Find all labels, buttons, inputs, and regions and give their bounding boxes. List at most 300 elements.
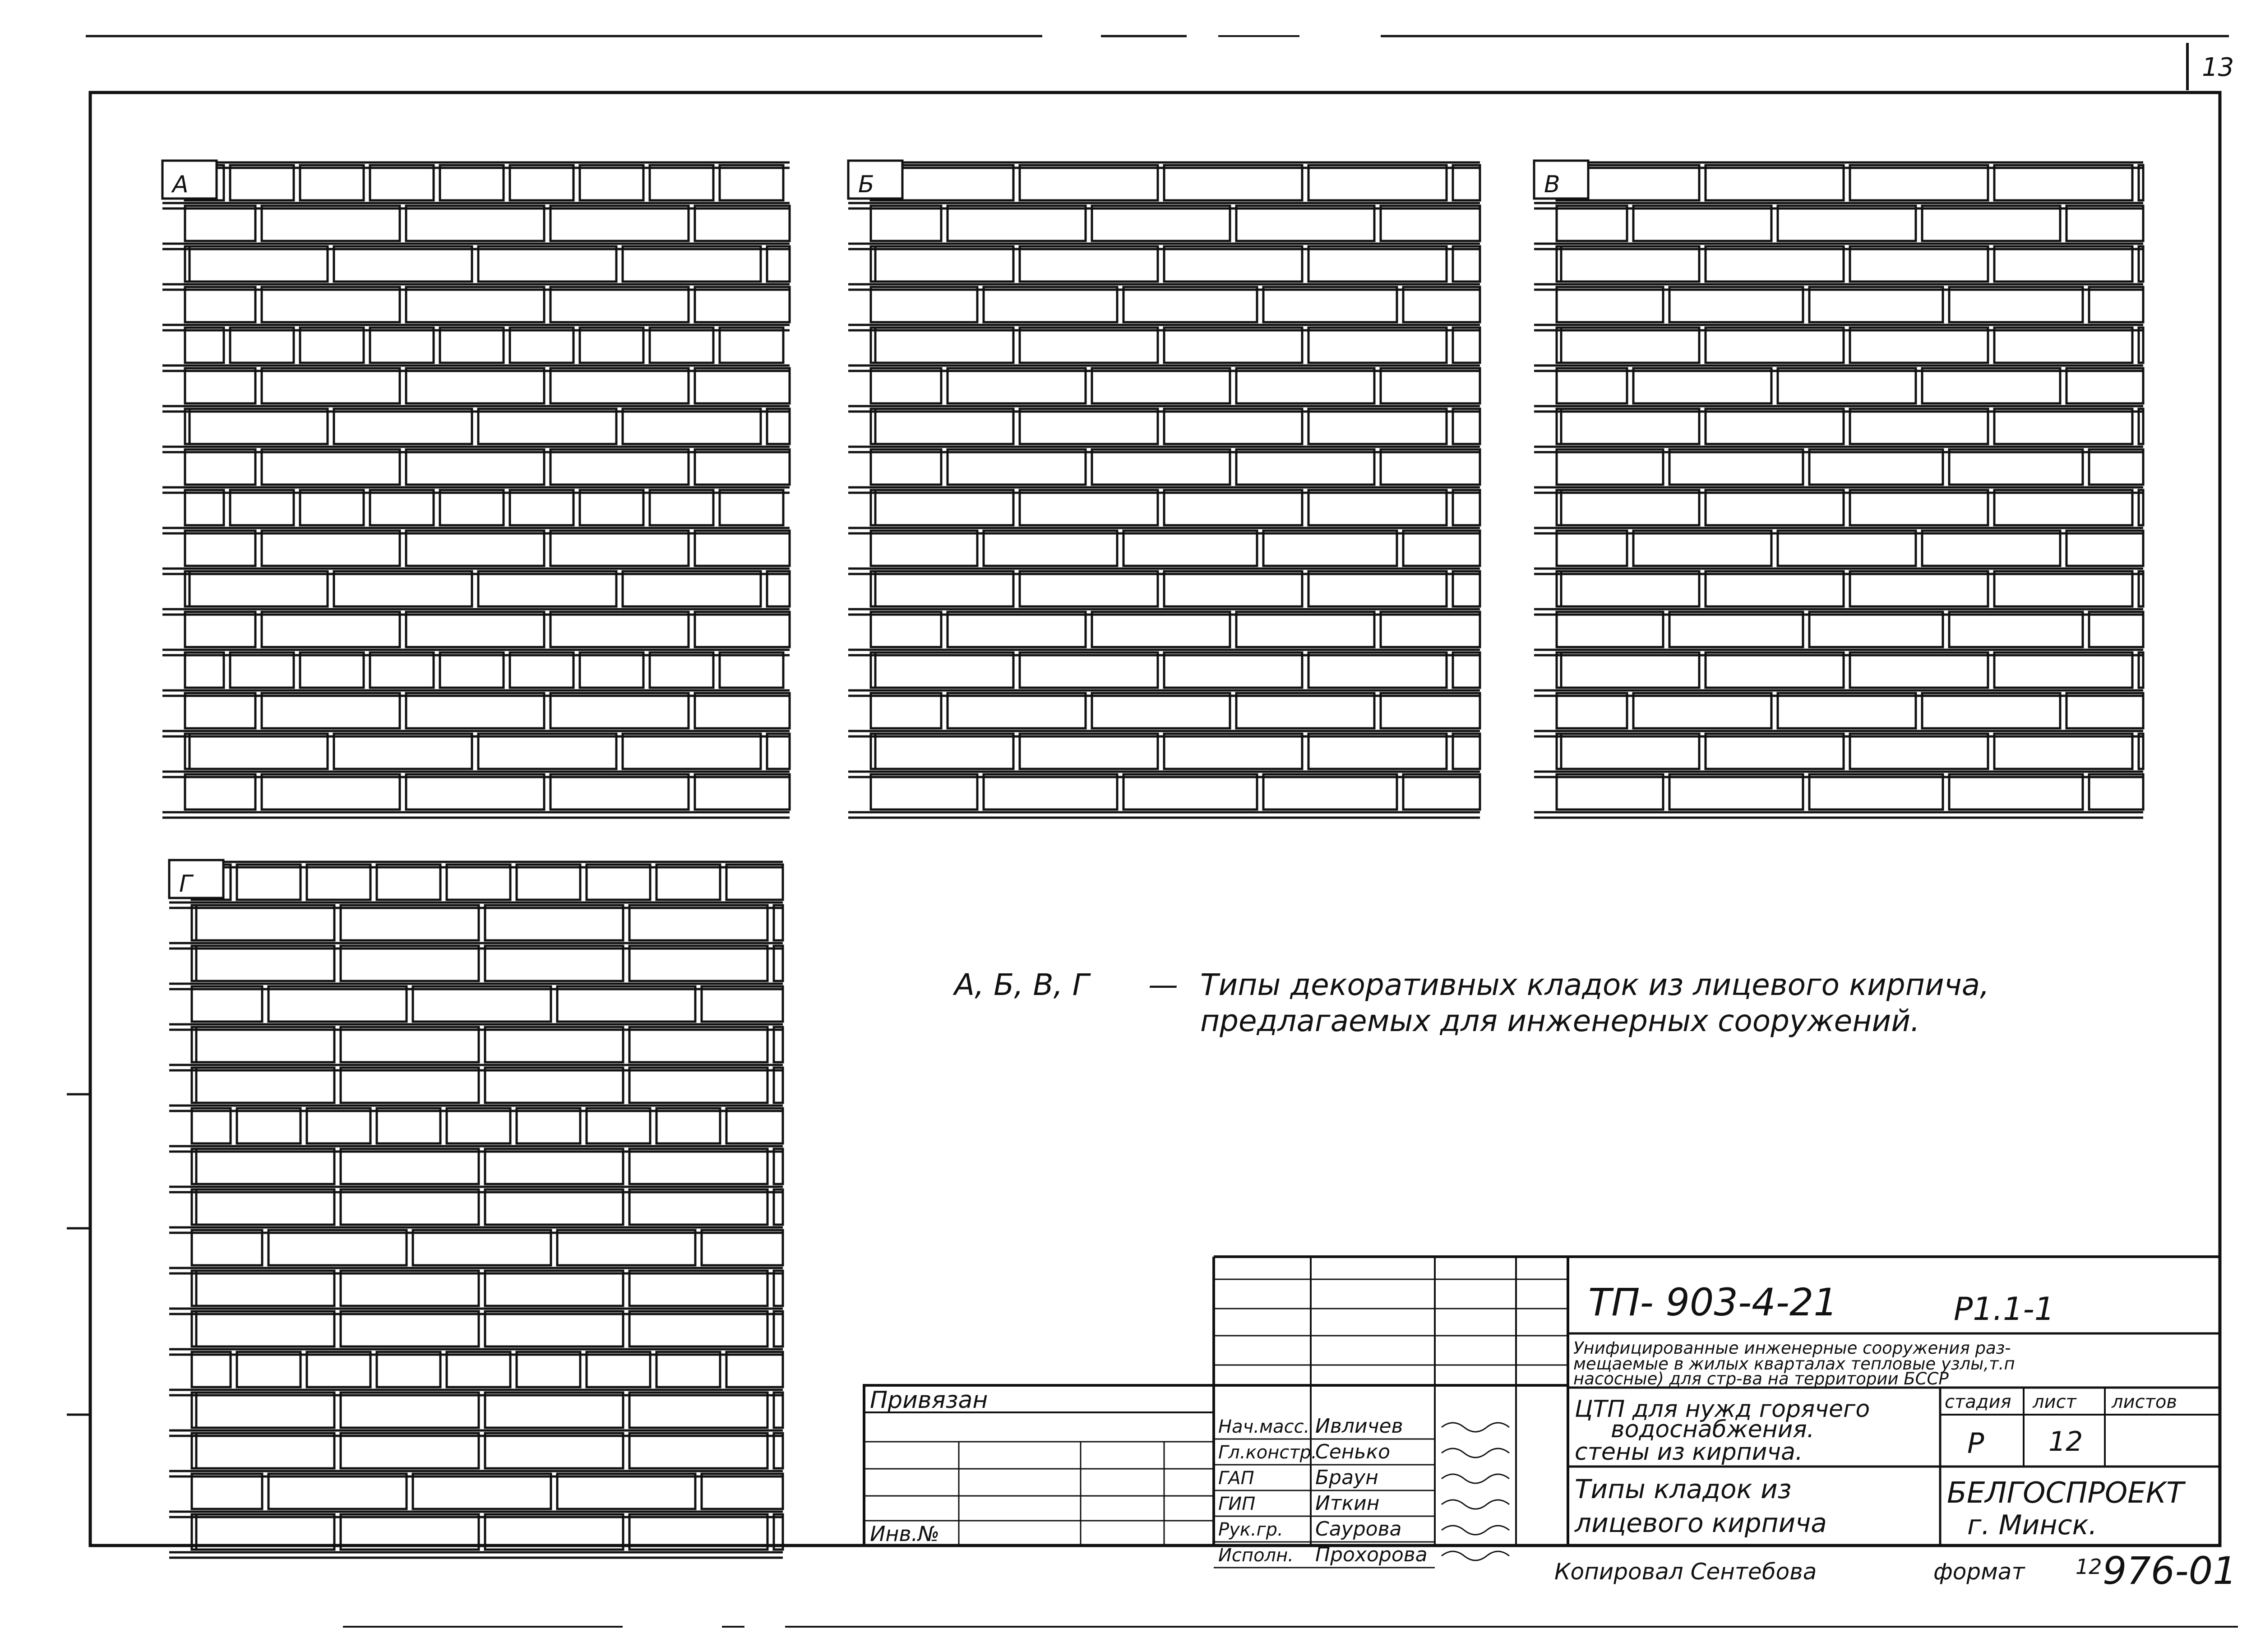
stretcher-brick (695, 693, 790, 728)
stretcher-brick (1669, 287, 1803, 322)
stretcher-brick (485, 1433, 623, 1468)
header-brick (510, 328, 573, 363)
stretcher-brick (767, 246, 790, 282)
signature-mark (1442, 1551, 1509, 1560)
stretcher-brick (1557, 206, 1627, 241)
stretcher-brick (341, 1068, 479, 1103)
stretcher-brick (485, 1271, 623, 1306)
stretcher-brick (1453, 652, 1480, 688)
stretcher-brick (1850, 328, 1988, 363)
role-label: Исполн. (1218, 1545, 1294, 1566)
stretcher-brick (185, 612, 255, 647)
stretcher-brick (1236, 449, 1374, 485)
stretcher-brick (1561, 246, 1699, 282)
stretcher-brick (948, 693, 1086, 728)
header-brick (580, 165, 643, 200)
stretcher-brick (1123, 531, 1257, 566)
stretcher-brick (1994, 165, 2132, 200)
object-line-2: водоснабжения. (1611, 1416, 1815, 1443)
stretcher-brick (196, 1189, 334, 1225)
stretcher-brick (550, 612, 689, 647)
role-label: ГИП (1218, 1494, 1256, 1514)
header-brick (580, 490, 643, 525)
stretcher-brick (1381, 612, 1480, 647)
stretcher-brick (196, 1271, 334, 1306)
stretcher-brick (774, 1149, 783, 1184)
stretcher-brick (1381, 206, 1480, 241)
stretcher-brick (550, 287, 689, 322)
header-brick (377, 865, 440, 900)
stretcher-brick (1922, 368, 2060, 403)
stretcher-brick (1922, 531, 2060, 566)
stretcher-brick (190, 246, 328, 282)
stretcher-brick (341, 1149, 479, 1184)
stretcher-brick (190, 409, 328, 444)
stretcher-brick (629, 1393, 767, 1428)
stretcher-brick (185, 449, 255, 485)
stretcher-brick (774, 1433, 783, 1468)
project-code: ТП- 903-4-21 (1588, 1280, 1838, 1324)
stretcher-brick (1850, 165, 1988, 200)
stretcher-brick (1994, 490, 2132, 525)
panel-letter: А (172, 171, 189, 198)
stretcher-brick (478, 409, 616, 444)
stretcher-brick (2066, 531, 2143, 566)
stretcher-brick (2089, 287, 2143, 322)
stretcher-brick (341, 1271, 479, 1306)
description-line-3: насосные) для стр-ва на территории БССР (1573, 1369, 1949, 1388)
stretcher-brick (948, 206, 1086, 241)
stretcher-brick (1949, 774, 2083, 810)
stretcher-brick (1123, 287, 1257, 322)
header-brick (720, 165, 783, 200)
header-brick (300, 490, 364, 525)
header-brick (237, 1108, 300, 1143)
header-brick (185, 652, 224, 688)
stretcher-brick (702, 986, 783, 1022)
stretcher-brick (185, 774, 255, 810)
stretcher-brick (1778, 531, 1916, 566)
stretcher-brick (1778, 206, 1916, 241)
drawing-code: 976-01 (2103, 1549, 2237, 1593)
stretcher-brick (871, 287, 977, 322)
stretcher-brick (196, 905, 334, 940)
stretcher-brick (485, 946, 623, 981)
stretcher-brick (984, 531, 1117, 566)
stretcher-brick (774, 1311, 783, 1347)
stretcher-brick (341, 1433, 479, 1468)
stretcher-brick (1020, 652, 1158, 688)
stretcher-brick (1994, 409, 2132, 444)
stretcher-brick (1403, 531, 1480, 566)
stretcher-brick (871, 531, 977, 566)
caption-line-2: предлагаемых для инженерных сооружений. (1200, 1004, 1920, 1038)
stretcher-brick (1922, 206, 2060, 241)
stretcher-brick (1557, 612, 1663, 647)
header-brick (517, 865, 580, 900)
stretcher-brick (1263, 531, 1397, 566)
stretcher-brick (196, 1311, 334, 1347)
header-brick (307, 865, 370, 900)
stretcher-brick (2066, 368, 2143, 403)
stretcher-brick (629, 1433, 767, 1468)
stretcher-brick (1020, 409, 1158, 444)
stretcher-brick (268, 1230, 407, 1265)
header-brick (370, 490, 434, 525)
role-label: Гл.констр. (1218, 1442, 1317, 1463)
stretcher-brick (192, 1474, 262, 1509)
stretcher-brick (341, 1027, 479, 1062)
stretcher-brick (1020, 734, 1158, 769)
stretcher-brick (1308, 328, 1447, 363)
stretcher-brick (2089, 449, 2143, 485)
stretcher-brick (1706, 409, 1844, 444)
header-brick (192, 1108, 231, 1143)
stretcher-brick (196, 946, 334, 981)
stretcher-brick (695, 368, 790, 403)
stretcher-brick (192, 1230, 262, 1265)
stretcher-brick (1949, 449, 2083, 485)
stretcher-brick (1164, 734, 1302, 769)
stretcher-brick (1020, 165, 1158, 200)
title-block-text (870, 1280, 2186, 1568)
stretcher-brick (1236, 368, 1374, 403)
stretcher-brick (1561, 652, 1699, 688)
stretcher-brick (629, 905, 767, 940)
role-name: Сенько (1315, 1440, 1390, 1463)
signature-mark (1442, 1423, 1509, 1432)
stretcher-brick (2139, 571, 2143, 606)
caption-letters: А, Б, В, Г (954, 967, 1089, 1002)
header-brick (370, 328, 434, 363)
signature-mark (1442, 1474, 1509, 1483)
header-brick (377, 1352, 440, 1387)
stretcher-brick (1949, 612, 2083, 647)
header-brick (440, 490, 504, 525)
stretcher-brick (550, 206, 689, 241)
stage-value: Р (1967, 1427, 1984, 1460)
stretcher-brick (623, 409, 761, 444)
header-brick (726, 1108, 783, 1143)
stretcher-brick (478, 571, 616, 606)
stretcher-brick (1453, 734, 1480, 769)
stretcher-brick (485, 1149, 623, 1184)
stretcher-brick (629, 1311, 767, 1347)
stretcher-brick (623, 734, 761, 769)
stretcher-brick (1994, 652, 2132, 688)
header-brick (447, 865, 510, 900)
header-brick (517, 1108, 580, 1143)
format-label: формат (1933, 1559, 2025, 1585)
stretcher-brick (341, 1311, 479, 1347)
stretcher-brick (629, 1149, 767, 1184)
stretcher-brick (1557, 449, 1663, 485)
stretcher-brick (1453, 165, 1480, 200)
drawing-frame (90, 93, 2220, 1546)
stretcher-brick (1706, 165, 1844, 200)
stretcher-brick (774, 1393, 783, 1428)
stretcher-brick (1809, 287, 1943, 322)
role-name: Саурова (1315, 1518, 1402, 1541)
stretcher-brick (1092, 449, 1230, 485)
stretcher-brick (1164, 246, 1302, 282)
stretcher-brick (1092, 612, 1230, 647)
header-brick (440, 165, 504, 200)
stretcher-brick (550, 693, 689, 728)
header-brick (300, 165, 364, 200)
stretcher-brick (1850, 490, 1988, 525)
stretcher-brick (2139, 165, 2143, 200)
drawing-line-1: Типы кладок из (1575, 1474, 1792, 1504)
stretcher-brick (196, 1027, 334, 1062)
stretcher-brick (629, 1271, 767, 1306)
stretcher-brick (262, 531, 400, 566)
stretcher-brick (875, 328, 1013, 363)
caption-line-1: Типы декоративных кладок из лицевого кирпича, (1200, 967, 1990, 1002)
header-brick (230, 165, 294, 200)
stretcher-brick (1164, 652, 1302, 688)
header-brick (650, 328, 713, 363)
stretcher-brick (1557, 287, 1663, 322)
stage-header: стадия (1945, 1392, 2011, 1412)
role-name: Прохорова (1315, 1543, 1428, 1566)
stretcher-brick (1453, 490, 1480, 525)
stretcher-brick (1994, 246, 2132, 282)
stretcher-brick (767, 571, 790, 606)
stretcher-brick (413, 986, 551, 1022)
stretcher-brick (875, 734, 1013, 769)
stretcher-brick (1633, 531, 1771, 566)
stretcher-brick (1236, 206, 1374, 241)
stretcher-brick (262, 693, 400, 728)
panel-letter-frame (169, 860, 223, 898)
header-brick (720, 490, 783, 525)
stretcher-brick (1308, 409, 1447, 444)
stretcher-brick (485, 905, 623, 940)
header-brick (307, 1108, 370, 1143)
stretcher-brick (774, 1189, 783, 1225)
role-label: Нач.масс. (1218, 1416, 1310, 1437)
sheet-code: Р1.1-1 (1954, 1291, 2055, 1328)
stretcher-brick (413, 1230, 551, 1265)
stretcher-brick (2089, 612, 2143, 647)
stretcher-brick (871, 774, 977, 810)
stretcher-brick (1164, 165, 1302, 200)
stretcher-brick (334, 409, 472, 444)
stretcher-brick (1561, 409, 1699, 444)
stretcher-brick (1778, 693, 1916, 728)
header-brick (517, 1352, 580, 1387)
stretcher-brick (1561, 490, 1699, 525)
header-brick (656, 1108, 720, 1143)
header-brick (656, 1352, 720, 1387)
stretcher-brick (550, 449, 689, 485)
role-label: ГАП (1218, 1468, 1254, 1489)
stretcher-brick (550, 368, 689, 403)
stretcher-brick (406, 693, 544, 728)
stretcher-brick (2066, 693, 2143, 728)
stretcher-brick (334, 246, 472, 282)
stretcher-brick (557, 1474, 695, 1509)
header-brick (650, 490, 713, 525)
header-brick (580, 328, 643, 363)
stretcher-brick (629, 1189, 767, 1225)
header-brick (726, 865, 783, 900)
stretcher-brick (1557, 368, 1627, 403)
caption (952, 967, 1989, 1038)
role-name: Браун (1315, 1466, 1378, 1489)
stretcher-brick (1557, 693, 1627, 728)
stretcher-brick (875, 246, 1013, 282)
stretcher-brick (1453, 571, 1480, 606)
stretcher-brick (1092, 368, 1230, 403)
stretcher-brick (1706, 490, 1844, 525)
stretcher-brick (196, 1068, 334, 1103)
panel-letter-frame (1534, 161, 1588, 199)
stretcher-brick (1706, 734, 1844, 769)
stretcher-brick (185, 368, 255, 403)
stretcher-brick (2139, 652, 2143, 688)
description-line-2: мещаемые в жилых кварталах тепловые узлы,т.п (1573, 1354, 2015, 1374)
stretcher-brick (767, 409, 790, 444)
header-brick (510, 165, 573, 200)
stretcher-brick (478, 246, 616, 282)
stretcher-brick (406, 206, 544, 241)
stretcher-brick (1164, 490, 1302, 525)
signature-mark (1442, 1526, 1509, 1535)
stretcher-brick (1236, 612, 1374, 647)
stretcher-brick (196, 1149, 334, 1184)
stretcher-brick (767, 734, 790, 769)
stretcher-brick (485, 1068, 623, 1103)
stretcher-brick (1561, 734, 1699, 769)
stretcher-brick (341, 905, 479, 940)
stretcher-brick (948, 449, 1086, 485)
stretcher-brick (406, 287, 544, 322)
header-brick (440, 328, 504, 363)
stretcher-brick (1403, 774, 1480, 810)
stretcher-brick (1994, 571, 2132, 606)
header-brick (650, 652, 713, 688)
brick-panel-b (848, 161, 1480, 818)
stretcher-brick (2139, 328, 2143, 363)
header-brick (185, 328, 224, 363)
stretcher-brick (629, 1027, 767, 1062)
corner-sheet-number: 13 (2202, 53, 2234, 82)
header-brick (720, 652, 783, 688)
stretcher-brick (871, 612, 941, 647)
header-brick (580, 652, 643, 688)
header-brick (237, 865, 300, 900)
stretcher-brick (1561, 571, 1699, 606)
stretcher-brick (774, 905, 783, 940)
stretcher-brick (334, 571, 472, 606)
stretcher-brick (1453, 246, 1480, 282)
stretcher-brick (695, 287, 790, 322)
stretcher-brick (774, 946, 783, 981)
stretcher-brick (1020, 490, 1158, 525)
stretcher-brick (2089, 774, 2143, 810)
object-line-3: стены из кирпича. (1575, 1439, 1803, 1466)
header-brick (370, 165, 434, 200)
stretcher-brick (1557, 774, 1663, 810)
stretcher-brick (1922, 693, 2060, 728)
stretcher-brick (1557, 531, 1627, 566)
drawing-line-2: лицевого кирпича (1575, 1508, 1827, 1538)
stretcher-brick (2139, 246, 2143, 282)
brick-panel-v (1534, 161, 2143, 818)
stretcher-brick (774, 1271, 783, 1306)
header-brick (300, 328, 364, 363)
stretcher-brick (1164, 571, 1302, 606)
stretcher-brick (557, 986, 695, 1022)
stretcher-brick (1706, 246, 1844, 282)
stretcher-brick (1164, 409, 1302, 444)
stretcher-brick (2139, 490, 2143, 525)
stretcher-brick (1850, 571, 1988, 606)
stretcher-brick (1263, 287, 1397, 322)
stretcher-brick (1308, 652, 1447, 688)
stretcher-brick (341, 1393, 479, 1428)
role-name: Иткин (1315, 1492, 1380, 1515)
header-brick (230, 328, 294, 363)
stretcher-brick (262, 612, 400, 647)
stretcher-brick (948, 368, 1086, 403)
stretcher-brick (550, 774, 689, 810)
panel-letter-frame (162, 161, 217, 199)
stretcher-brick (478, 734, 616, 769)
stretcher-brick (485, 1189, 623, 1225)
stretcher-brick (1633, 693, 1771, 728)
stretcher-brick (268, 1474, 407, 1509)
stretcher-brick (984, 774, 1117, 810)
stretcher-brick (1092, 206, 1230, 241)
stretcher-brick (1850, 409, 1988, 444)
stretcher-brick (871, 206, 941, 241)
header-brick (370, 652, 434, 688)
panel-letter: Б (858, 171, 874, 198)
header-brick (230, 490, 294, 525)
stretcher-brick (1123, 774, 1257, 810)
stretcher-brick (1453, 328, 1480, 363)
header-brick (440, 652, 504, 688)
description-line-1: Унифицированные инженерные сооружения раз- (1573, 1338, 2011, 1358)
stretcher-brick (1850, 734, 1988, 769)
stretcher-brick (485, 1311, 623, 1347)
stretcher-brick (1706, 652, 1844, 688)
format-value: 12 (2076, 1555, 2102, 1579)
stretcher-brick (1706, 328, 1844, 363)
stretcher-brick (185, 287, 255, 322)
stretcher-brick (1092, 693, 1230, 728)
stretcher-brick (774, 1027, 783, 1062)
stretcher-brick (1308, 571, 1447, 606)
stretcher-brick (774, 1068, 783, 1103)
stretcher-brick (1308, 490, 1447, 525)
header-brick (447, 1352, 510, 1387)
header-brick (300, 652, 364, 688)
stretcher-brick (871, 449, 941, 485)
stretcher-brick (875, 571, 1013, 606)
brick-panel-g (169, 860, 783, 1558)
header-brick (510, 490, 573, 525)
stretcher-brick (702, 1230, 783, 1265)
stretcher-brick (406, 368, 544, 403)
stretcher-brick (695, 206, 790, 241)
stretcher-brick (196, 1433, 334, 1468)
stretcher-brick (268, 986, 407, 1022)
stretcher-brick (406, 531, 544, 566)
